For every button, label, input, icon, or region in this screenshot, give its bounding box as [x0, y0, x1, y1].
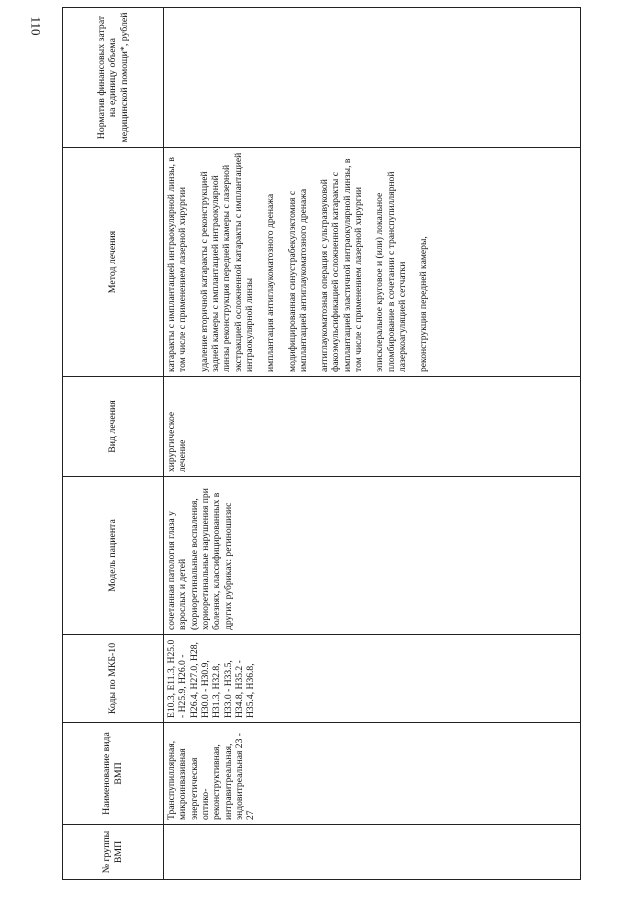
header-vmp-name: Наименование вида ВМП: [63, 723, 164, 825]
header-cost-norm: Норматив финансовых затрат на единицу объема медицинской помощи*, рублей: [63, 8, 164, 148]
cell-treatment-methods: [164, 148, 581, 377]
rotated-table-container: [62, 8, 580, 880]
method-item: модифицированная синустрабекулэктомия с имплантацией антиглаукоматозного дренажа: [286, 188, 309, 372]
cell-patient-model: сочетанная патология глаза у взрослых и детей (хориоретинальные воспаления, хориоретинальные нарушения при болезнях, классифицированных в других рубриках: ретиношизис: [164, 477, 581, 635]
table-header-row: [63, 8, 164, 880]
cell-vmp-name: Транспупиллярная, микроинвазивная энергетическая оптико-реконструктивная, интравитреальная, эндовитреальная 23 - 27: [164, 723, 581, 825]
header-patient-model: Модель пациента: [63, 477, 164, 635]
method-item: имплантация антиглаукоматозного дренажа: [265, 193, 277, 372]
method-item: антиглаукоматозная операция с ультразвуковой факоэмульсификацией осложненной катаракты с имплантацией эластичной интраокулярной линзы, в том числе с применением лазерной хирургии: [319, 158, 365, 372]
header-treatment-kind: Вид лечения: [63, 377, 164, 477]
cell-icd-codes: E10.3, E11.3, H25.0 - H25.9, H26.0 - H26.4, H27.0, H28, H30.0 - H30.9, H31.3, H32.8, H33.0 - H33.5, H34.8, H35.2 - H35.4, H36.8,: [164, 635, 581, 723]
cell-group-number: [164, 825, 581, 880]
page-number: 110: [28, 16, 44, 36]
method-item: катаракты с имплантацией интраокулярной линзы, в том числе с применением лазерной хирургии: [166, 157, 189, 372]
table-row: [164, 8, 581, 880]
header-treatment-method: Метод лечения: [63, 148, 164, 377]
cell-treatment-kind: хирургическое лечение: [164, 377, 581, 477]
header-icd-codes: Коды по МКБ-10: [63, 635, 164, 723]
method-item: реконструкция передней камеры,: [418, 236, 430, 372]
vmp-table: [62, 7, 581, 880]
method-item: эписклеральное круговое и (или) локальное пломбирование в сочетании с транспупиллярной лазеркоагуляцией сетчатки: [374, 171, 408, 372]
cell-cost-norm: [164, 8, 581, 148]
method-item: удаление вторичной катаракты с реконструкцией задней камеры с имплантацией интраокулярной линзы реконструкция передней камеры с лазерной экстракцией осложненной катаракты с имплантацией интраокулярной линзы: [198, 152, 255, 372]
header-group-number: № группы ВМП: [63, 825, 164, 880]
